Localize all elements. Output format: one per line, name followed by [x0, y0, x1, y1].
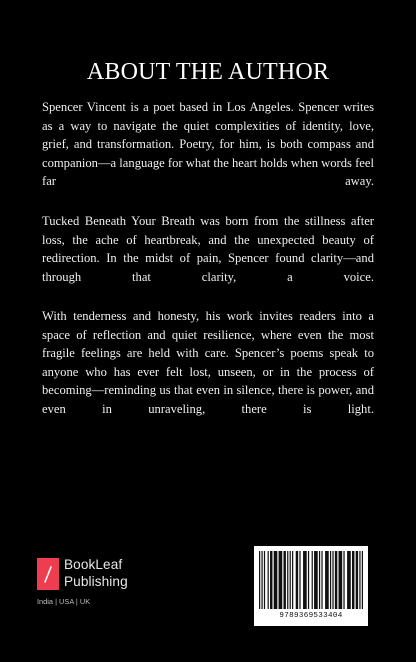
- barcode-bar: [319, 551, 320, 609]
- barcode-bar: [335, 551, 337, 609]
- bio-paragraph-text: Spencer Vincent is a poet based in Los Angeles. Spencer writes as a way to navigate the quiet complexities of identity, love, grief, and transformation. Poetry, for him, is both compass and companion—a language for what the heart holds when words feel far away.: [42, 100, 374, 189]
- barcode-bar: [325, 551, 329, 609]
- barcode-bar: [308, 551, 309, 609]
- bio-paragraph-2: [42, 212, 374, 286]
- barcode-bar: [270, 551, 272, 609]
- barcode-bar: [279, 551, 283, 609]
- barcode-bar: [283, 551, 285, 609]
- publisher-block: [37, 557, 167, 609]
- barcode-bar: [352, 551, 354, 609]
- barcode-bar: [347, 551, 351, 609]
- bio-paragraph-1: [42, 98, 374, 191]
- barcode-bar: [261, 551, 262, 609]
- barcode-bar: [314, 551, 318, 609]
- isbn-barcode: [254, 546, 368, 626]
- publisher-logo-icon: [37, 558, 59, 590]
- bio-paragraph-text: Tucked Beneath Your Breath was born from the stillness after loss, the ache of heartbreak, and the unexpected beauty of redirection. In the midst of pain, Spencer found clarity—and through that clarity, a voice.: [42, 214, 374, 284]
- barcode-bar: [356, 551, 358, 609]
- barcode-bar: [268, 551, 269, 609]
- barcode-bar: [299, 551, 300, 609]
- barcode-bar: [259, 551, 260, 609]
- publisher-name-line-2: Publishing: [64, 574, 128, 589]
- barcode-bar: [296, 551, 298, 609]
- barcode-bar: [330, 551, 331, 609]
- barcode-icon: [254, 546, 368, 612]
- barcode-bar: [339, 551, 343, 609]
- barcode-bar: [264, 551, 265, 609]
- publisher-name-line-1: BookLeaf: [64, 557, 123, 572]
- barcode-bar: [303, 551, 307, 609]
- barcode-bar: [362, 551, 363, 609]
- barcode-bar: [359, 551, 360, 609]
- barcode-bar: [287, 551, 288, 609]
- barcode-bar: [292, 551, 293, 609]
- barcode-bar: [274, 551, 278, 609]
- barcode-bar: [332, 551, 333, 609]
- barcode-bar: [343, 551, 344, 609]
- publisher-regions: India | USA | UK: [37, 597, 91, 606]
- barcode-bar: [312, 551, 313, 609]
- publisher-name: [64, 556, 128, 590]
- bio-paragraph-3: [42, 307, 374, 419]
- section-title: ABOUT THE AUTHOR: [86, 59, 330, 85]
- barcode-bar: [321, 551, 322, 609]
- isbn-number: 9789369533404: [279, 612, 343, 620]
- barcode-bar: [290, 551, 291, 609]
- bio-paragraph-text: With tenderness and honesty, his work invites readers into a space of reflection and quiet resilience, where even the most fragile feelings are held with care. Spencer’s poems speak to anyone who has ever felt lost, unseen, or in the process of becoming—reminding us that even in silence, there is power, and even in unraveling, there is light.: [42, 309, 374, 416]
